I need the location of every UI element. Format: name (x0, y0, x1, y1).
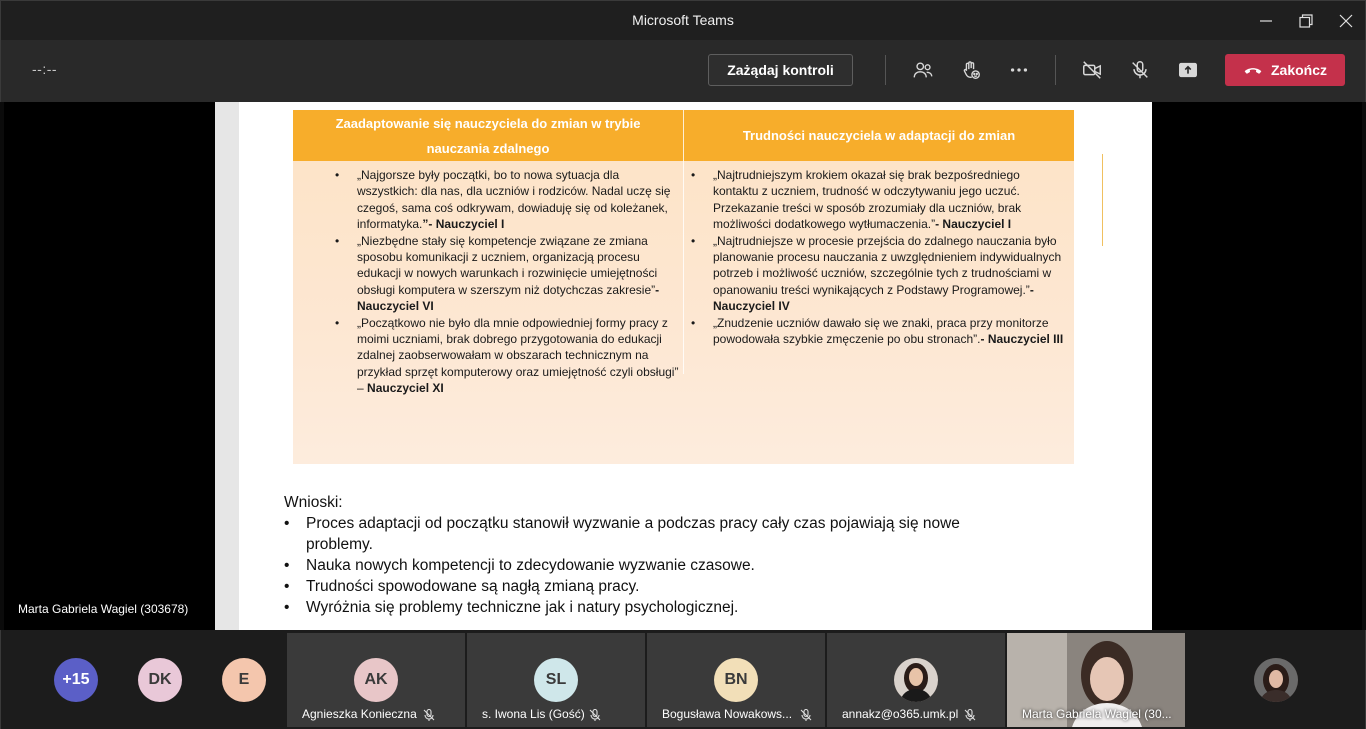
quote-item: • „Najgorsze były początki, bo to nowa sytuacja dla wszystkich: dla nas, dla uczniów i rodziców. Nadal uczę się czegoś, sama coś odkrywam, dowiaduję się od koleżanek, informatyka.”- Nauczyciel I (335, 167, 680, 233)
call-toolbar (0, 40, 1366, 102)
conclusion-item: • Wyróżnia się problemy techniczne jak i natury psychologicznej. (284, 597, 1004, 618)
call-timer: --:-- (32, 61, 58, 77)
hang-up-icon (1243, 60, 1263, 80)
mic-off-icon (422, 708, 436, 722)
participant-tile[interactable] (467, 633, 645, 727)
table-right-column (691, 167, 1066, 347)
shared-screen-stage (4, 102, 1362, 630)
conclusions-block (284, 492, 1004, 618)
participant-avatar[interactable]: DK (138, 658, 182, 702)
conclusions-heading: Wnioski: (284, 494, 343, 511)
mic-off-icon (588, 708, 602, 722)
quote-item: • „Najtrudniejszym krokiem okazał się brak bezpośredniego kontaktu z uczniem, trudność w odczytywaniu jego uczuć. Przekazanie treści w sposób zrozumiały dla uczniów, brak możliwości dodatkowego wytłumaczenia.”- Nauczyciel I (691, 167, 1066, 233)
participant-tile[interactable] (827, 633, 1005, 727)
restore-button[interactable] (1286, 1, 1326, 41)
presenter-name-label: Marta Gabriela Wagiel (303678) (18, 602, 189, 616)
conclusion-item: • Trudności spowodowane są nagłą zmianą pracy. (284, 576, 1004, 597)
mic-toggle-button[interactable] (1126, 56, 1154, 84)
camera-off-icon (1081, 59, 1103, 81)
window-title: Microsoft Teams (632, 12, 734, 28)
end-call-button[interactable] (1225, 54, 1345, 86)
share-screen-button[interactable] (1174, 56, 1202, 84)
table-left-column (335, 167, 680, 397)
participants-icon (912, 59, 934, 81)
participant-avatar: BN (714, 658, 758, 702)
participants-button[interactable] (909, 56, 937, 84)
toolbar-divider (1055, 55, 1056, 85)
self-photo-icon (1254, 658, 1298, 702)
share-icon (1177, 59, 1199, 81)
conclusion-item: • Nauka nowych kompetencji to zdecydowanie wyzwanie czasowe. (284, 555, 1004, 576)
mic-off-icon (1129, 59, 1151, 81)
participant-avatar: AK (354, 658, 398, 702)
close-button[interactable] (1326, 1, 1366, 41)
camera-toggle-button[interactable] (1078, 56, 1106, 84)
conclusion-item: • Proces adaptacji od początku stanowił wyzwanie a podczas pracy cały czas pojawiają się nowe problemy. (284, 513, 1004, 555)
table-header-left: Zaadaptowanie się nauczyciela do zmian w trybie nauczania zdalnego (335, 115, 641, 156)
participants-strip (0, 630, 1366, 729)
table-header-right: Trudności nauczyciela w adaptacji do zmian (742, 128, 1016, 143)
participant-tile-active-video[interactable] (1007, 633, 1185, 727)
request-control-button[interactable]: Zażądaj kontroli (708, 54, 853, 86)
participant-tile[interactable] (287, 633, 465, 727)
slide-accent-line (1102, 154, 1103, 246)
more-actions-button[interactable] (1005, 56, 1033, 84)
close-icon (1339, 14, 1353, 28)
quote-item: • „Najtrudniejsze w procesie przejścia do zdalnego nauczania było planowanie procesu nauczania z uwzględnieniem indywidualnych potrzeb i możliwość uczniów, szczególnie tych z trudnościami w opanowaniu treści wynikających z Podstawy Programowej.”- Nauczyciel IV (691, 233, 1066, 315)
participant-photo (894, 658, 938, 702)
table-column-divider (683, 110, 684, 374)
mic-off-icon (799, 708, 813, 722)
quote-item: • „Początkowo nie było dla mnie odpowiedniej formy pracy z moimi uczniami, brak dobrego przygotowania do edukacji zdalnej zaobserwowałam w obszarach technicznym na przykład sprzęt komputerowy oraz umiejętność czyli obsługi” – Nauczyciel XI (335, 315, 680, 397)
toolbar-divider (885, 55, 886, 85)
restore-icon (1299, 14, 1313, 28)
reactions-button[interactable] (957, 56, 985, 84)
participant-avatar: SL (534, 658, 578, 702)
minimize-icon (1259, 14, 1273, 28)
participant-name: Marta Gabriela Wagiel (30... (1022, 707, 1172, 721)
presentation-slide (215, 102, 1152, 630)
minimize-button[interactable] (1246, 1, 1286, 41)
quote-item: • „Znudzenie uczniów dawało się we znaki, praca przy monitorze powodowała szybkie zmęczenie po obu stronach”.- Nauczyciel III (691, 315, 1066, 348)
quotes-table (293, 110, 1074, 464)
more-icon (1008, 59, 1030, 81)
participant-name: Agnieszka Konieczna (302, 707, 417, 721)
person-photo-icon (894, 658, 938, 702)
slide-left-strip (215, 102, 239, 630)
more-participants-button[interactable]: +15 (54, 658, 98, 702)
participant-name: annakz@o365.umk.pl (842, 707, 959, 721)
raise-hand-icon (960, 59, 982, 81)
title-bar (0, 0, 1366, 40)
mic-off-icon (963, 708, 977, 722)
participant-tile[interactable] (647, 633, 825, 727)
self-avatar[interactable] (1254, 658, 1298, 702)
end-call-label: Zakończ (1270, 62, 1327, 78)
participant-name: Bogusława Nowakows... (662, 707, 793, 721)
participant-name: s. Iwona Lis (Gość) (482, 707, 585, 721)
participant-avatar[interactable]: E (222, 658, 266, 702)
quote-item: • „Niezbędne stały się kompetencje związane ze zmiana sposobu komunikacji z uczniem, organizacją procesu edukacji w nowych warunkach i rozwinięcie umiejętności obsługi komputera w szerszym niż dotychczas zakresie”- Nauczyciel VI (335, 233, 680, 315)
